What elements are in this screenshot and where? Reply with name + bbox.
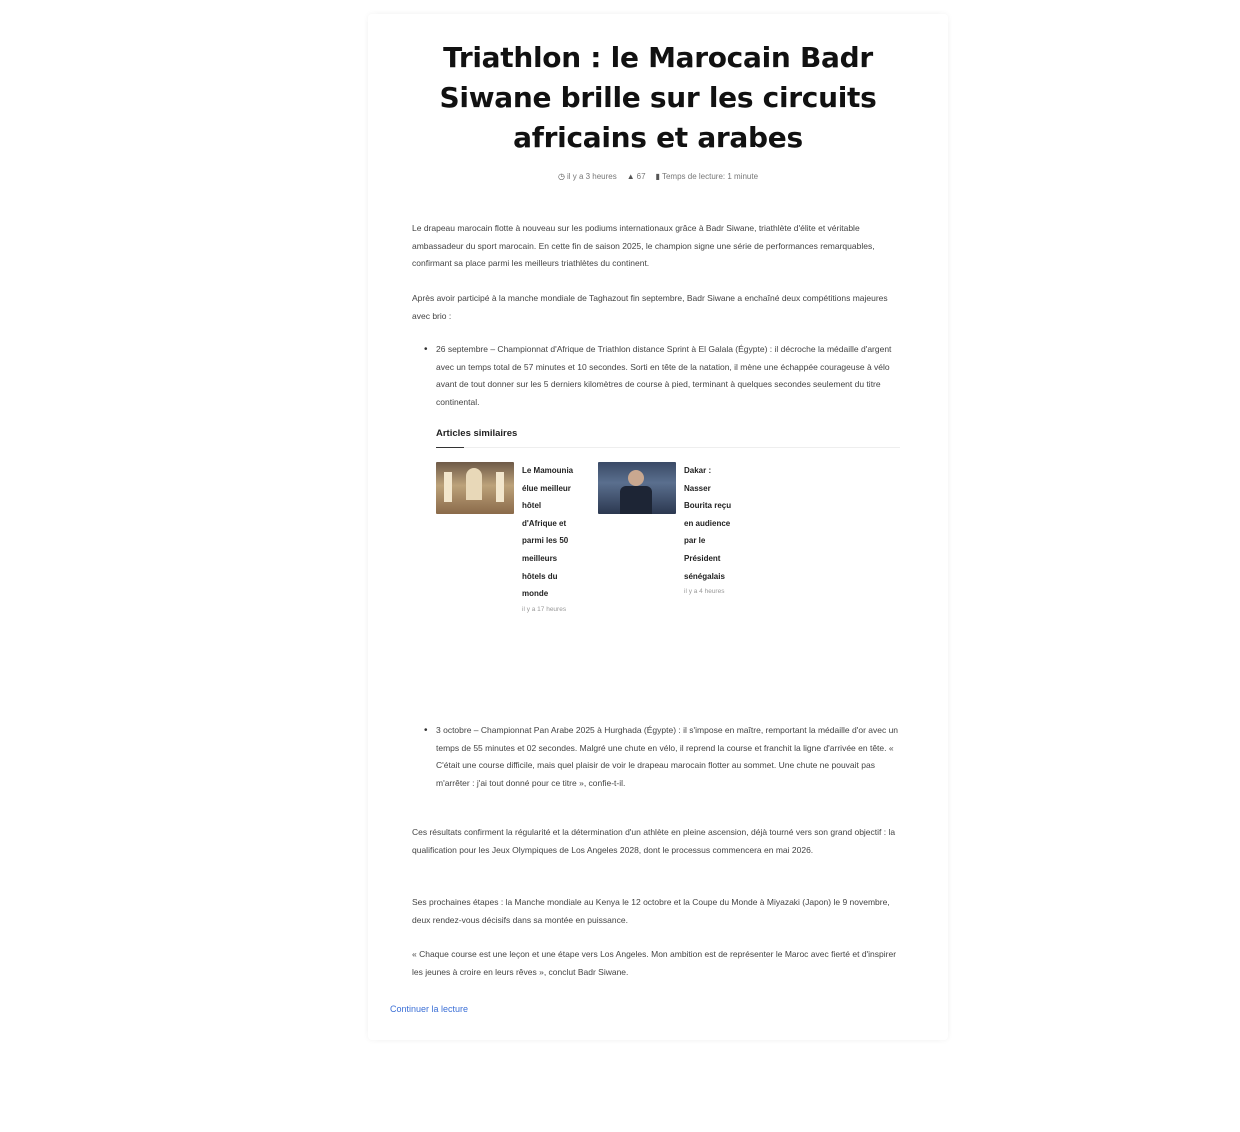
paragraph-results — [412, 824, 900, 859]
related-articles — [436, 428, 900, 617]
book-icon: ▮ — [655, 172, 660, 181]
flame-icon: ▲ — [626, 172, 635, 181]
related-item[interactable] — [598, 462, 740, 617]
meta-views — [627, 172, 646, 181]
meta-reading-text: Temps de lecture: 1 minute — [661, 172, 759, 181]
article-card — [368, 14, 948, 1040]
paragraph-text: « Chaque course est une leçon et une étape vers Los Angeles. Mon ambition est de représenter le Maroc avec fierté et d'inspirer les jeunes à croire en leurs rêves », conclut Badr Siwane. — [412, 949, 897, 977]
related-thumbnail[interactable] — [436, 462, 514, 514]
meta-time-text: il y a 3 heures — [566, 172, 617, 181]
list-item: • 3 octobre – Championnat Pan Arabe 2025 à Hurghada (Égypte) : il s'impose en maître, remportant la médaille d'or avec un temps de 55 minutes et 02 secondes. Malgré une chute en vélo, il reprend la course et franchit la ligne d'arrivée en tête. « C'était une course difficile, mais quel plaisir de voir le drapeau marocain flotter au sommet. Une chute ne pouvait pas m'arrêter : j'ai tout donné pour ce titre », confie-t-il. — [436, 722, 900, 792]
paragraph-text: Ses prochaines étapes : la Manche mondiale au Kenya le 12 octobre et la Coupe du Monde à Miyazaki (Japon) le 9 novembre, deux rendez-vous décisifs dans sa montée en puissance. — [412, 897, 890, 925]
paragraph-next-steps — [412, 894, 900, 929]
paragraph-text: Après avoir participé à la manche mondiale de Taghazout fin septembre, Badr Siwane a enchaîné deux compétitions majeures avec brio : — [412, 293, 888, 321]
article-meta — [368, 172, 948, 181]
list-competition-2 — [412, 722, 900, 792]
paragraph-text: Ces résultats confirment la régularité et la détermination d'un athlète en pleine ascension, déjà tourné vers son grand objectif : la qualification pour les Jeux Olympiques de Los Angeles 2028, dont le processus commencera en mai 2026. — [412, 827, 896, 855]
related-text — [684, 462, 740, 617]
meta-reading — [656, 172, 758, 181]
meta-views-text: 67 — [636, 172, 646, 181]
related-thumbnail[interactable] — [598, 462, 676, 514]
list-competition-1 — [412, 341, 900, 411]
continue-reading-link[interactable]: Continuer la lecture — [390, 1004, 469, 1014]
paragraph-quote — [412, 946, 900, 981]
related-title-link[interactable]: Le Mamounia élue meilleur hôtel d'Afrique et parmi les 50 meilleurs hôtels du monde — [522, 466, 574, 599]
related-text — [522, 462, 578, 617]
list-item: • 26 septembre – Championnat d'Afrique de Triathlon distance Sprint à El Galala (Égypte) : il décroche la médaille d'argent avec un temps total de 57 minutes et 10 secondes. Sorti en tête de la natation, il mène une échappée courageuse à vélo avant de tout donner sur les 5 derniers kilomètres de course à pied, terminant à quelques secondes seulement du titre continental. — [436, 341, 900, 411]
related-date: il y a 17 heures — [522, 605, 567, 613]
clock-icon: ◷ — [557, 172, 565, 181]
meta-time — [558, 172, 617, 181]
paragraph-competitions — [412, 290, 900, 325]
article-title: Triathlon : le Marocain Badr Siwane brille sur les circuits africains et arabes — [439, 41, 877, 154]
paragraph-text: Le drapeau marocain flotte à nouveau sur les podiums internationaux grâce à Badr Siwane, triathlète d'élite et véritable ambassadeur du sport marocain. En cette fin de saison 2025, le champion signe une série de performances remarquables, confirmant sa place parmi les meilleurs triathlètes du continent. — [412, 223, 875, 268]
related-list — [436, 462, 900, 617]
related-item[interactable] — [436, 462, 578, 617]
related-title-link[interactable]: Dakar : Nasser Bourita reçu en audience par le Président sénégalais — [684, 466, 732, 581]
paragraph-intro — [412, 220, 900, 273]
related-date: il y a 4 heures — [684, 588, 725, 596]
related-heading: Articles similaires — [436, 428, 900, 448]
